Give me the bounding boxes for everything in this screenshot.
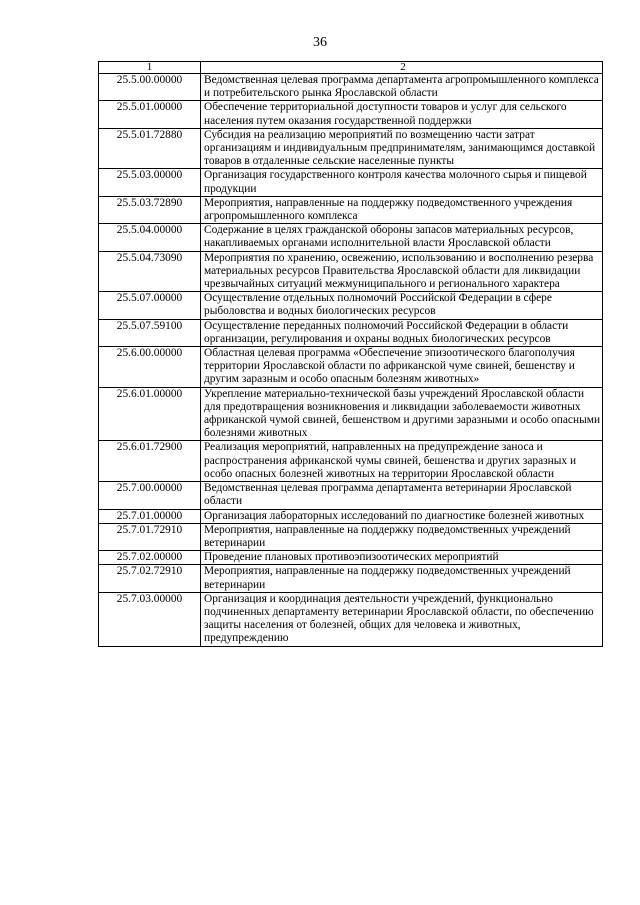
table-row (99, 482, 603, 509)
row-name: Ведомственная целевая программа департамента ветеринарии Ярославской области (201, 482, 603, 509)
table-row (99, 347, 603, 388)
row-code: 25.7.03.00000 (99, 592, 201, 646)
row-name: Ведомственная целевая программа департамента агропромышленного комплекса и потребительского рынка Ярославской области (201, 74, 603, 101)
table-row (99, 509, 603, 523)
row-name: Обеспечение территориальной доступности товаров и услуг для сельского населения путем оказания государственной поддержки (201, 101, 603, 128)
row-name: Областная целевая программа «Обеспечение эпизоотического благополучия территории Ярославской области по африканской чуме свиней, бешенству и другим заразным и особо опасным болезням животных» (201, 347, 603, 388)
table-row (99, 387, 603, 441)
row-code: 25.6.01.72900 (99, 441, 201, 482)
table-row (99, 169, 603, 196)
row-code: 25.5.01.00000 (99, 101, 201, 128)
table-row (99, 128, 603, 169)
row-name: Организация и координация деятельности учреждений, функционально подчиненных департаменту ветеринарии Ярославской области, по обеспечению защиты населения от болезней, общих для человека и животных, предупреждению (201, 592, 603, 646)
table-header-row (99, 62, 603, 74)
row-name: Укрепление материально-технической базы учреждений Ярославской области для предотвращения возникновения и ликвидации заболеваемости животных африканской чумой свиней, бешенством и другими заразными и особо опасными болезнями животных (201, 387, 603, 441)
row-code: 25.6.01.00000 (99, 387, 201, 441)
row-name: Мероприятия по хранению, освежению, использованию и восполнению резерва материальных ресурсов Правительства Ярославской области для ликвидации чрезвычайных ситуаций межмуниципального и регионального характера (201, 251, 603, 292)
table-row (99, 74, 603, 101)
row-name: Осуществление переданных полномочий Российской Федерации в области организации, регулирования и охраны водных биологических ресурсов (201, 319, 603, 346)
row-code: 25.7.02.72910 (99, 565, 201, 592)
row-name: Организация государственного контроля качества молочного сырья и пищевой продукции (201, 169, 603, 196)
row-code: 25.5.07.59100 (99, 319, 201, 346)
row-code: 25.5.03.72890 (99, 196, 201, 223)
table-row (99, 319, 603, 346)
table-row (99, 592, 603, 646)
row-name: Проведение плановых противоэпизоотических мероприятий (201, 551, 603, 565)
row-name: Содержание в целях гражданской обороны запасов материальных ресурсов, накапливаемых органами исполнительной власти Ярославской области (201, 224, 603, 251)
row-code: 25.5.00.00000 (99, 74, 201, 101)
classifier-table (98, 61, 603, 647)
row-code: 25.7.02.00000 (99, 551, 201, 565)
row-name: Осуществление отдельных полномочий Российской Федерации в сфере рыболовства и водных биологических ресурсов (201, 292, 603, 319)
page-number: 36 (313, 35, 327, 50)
table-row (99, 101, 603, 128)
row-code: 25.7.01.00000 (99, 509, 201, 523)
row-code: 25.7.00.00000 (99, 482, 201, 509)
row-code: 25.5.01.72880 (99, 128, 201, 169)
row-code: 25.5.07.00000 (99, 292, 201, 319)
column-header-name: 2 (201, 62, 603, 74)
table-row (99, 523, 603, 550)
table-row (99, 196, 603, 223)
column-header-code: 1 (99, 62, 201, 74)
row-code: 25.7.01.72910 (99, 523, 201, 550)
row-name: Мероприятия, направленные на поддержку подведомственных учреждений ветеринарии (201, 565, 603, 592)
table-row (99, 441, 603, 482)
table-row (99, 565, 603, 592)
row-code: 25.5.04.73090 (99, 251, 201, 292)
table-row (99, 551, 603, 565)
row-name: Организация лабораторных исследований по диагностике болезней животных (201, 509, 603, 523)
row-name: Субсидия на реализацию мероприятий по возмещению части затрат организациям и индивидуальным предпринимателям, занимающимся доставкой товаров в отдаленные сельские населенные пункты (201, 128, 603, 169)
row-code: 25.5.03.00000 (99, 169, 201, 196)
table-row (99, 292, 603, 319)
row-code: 25.6.00.00000 (99, 347, 201, 388)
row-name: Мероприятия, направленные на поддержку подведомственного учреждения агропромышленного комплекса (201, 196, 603, 223)
table-row (99, 251, 603, 292)
row-name: Реализация мероприятий, направленных на предупреждение заноса и распространения африканской чумы свиней, бешенства и других заразных и особо опасных болезней животных на территории Ярославской области (201, 441, 603, 482)
row-code: 25.5.04.00000 (99, 224, 201, 251)
row-name: Мероприятия, направленные на поддержку подведомственных учреждений ветеринарии (201, 523, 603, 550)
table-row (99, 224, 603, 251)
